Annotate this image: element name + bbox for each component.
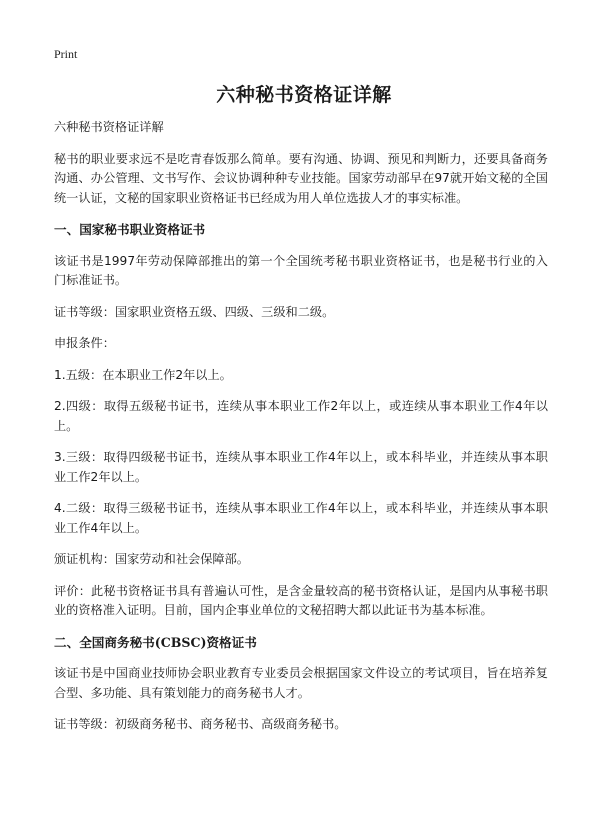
section-heading-1: 一、国家秘书职业资格证书 (54, 222, 206, 237)
condition-item: 4.二级：取得三级秘书证书，连续从事本职业工作4年以上，或本科毕业，并连续从事本职业工作4年以上。 (54, 501, 548, 535)
article-body (54, 118, 548, 747)
article-subtitle: 六种秘书资格证详解 (54, 120, 164, 134)
section2-levels: 证书等级：初级商务秘书、商务秘书、高级商务秘书。 (54, 717, 347, 731)
section-heading-2: 二、全国商务秘书(CBSC)资格证书 (54, 634, 257, 650)
condition-item: 1.五级：在本职业工作2年以上。 (54, 367, 232, 382)
section1-issuer: 颁证机构：国家劳动和社会保障部。 (54, 552, 249, 566)
section1-conditions-label: 申报条件： (54, 336, 115, 350)
condition-item: 3.三级：取得四级秘书证书，连续从事本职业工作4年以上，或本科毕业，并连续从事本职业工作2年以上。 (54, 450, 548, 484)
section1-description: 该证书是1997年劳动保障部推出的第一个全国统考秘书职业资格证书，也是秘书行业的入门标准证书。 (54, 253, 548, 287)
intro-paragraph: 秘书的职业要求远不是吃青春饭那么简单。要有沟通、协调、预见和判断力，还要具备商务沟通、办公管理、文书写作、会议协调种种专业技能。国家劳动部早在97就开始文秘的全国统一认证，文秘的国家职业资格证书已经成为用人单位选拔人才的事实标准。 (54, 151, 548, 205)
section2-description: 该证书是中国商业技师协会职业教育专业委员会根据国家文件设立的考试项目，旨在培养复合型、多功能、具有策划能力的商务秘书人才。 (54, 666, 548, 700)
condition-item: 2.四级：取得五级秘书证书，连续从事本职业工作2年以上，或连续从事本职业工作4年以上。 (54, 399, 548, 433)
section1-levels: 证书等级：国家职业资格五级、四级、三级和二级。 (54, 304, 335, 319)
page-title: 六种秘书资格证详解 (216, 84, 392, 106)
section1-evaluation: 评价：此秘书资格证书具有普遍认可性，是含金量较高的秘书资格认证，是国内从事秘书职业的资格准入证明。目前，国内企事业单位的文秘招聘大都以此证书为基本标准。 (54, 583, 548, 617)
print-link[interactable]: Print (54, 47, 78, 61)
